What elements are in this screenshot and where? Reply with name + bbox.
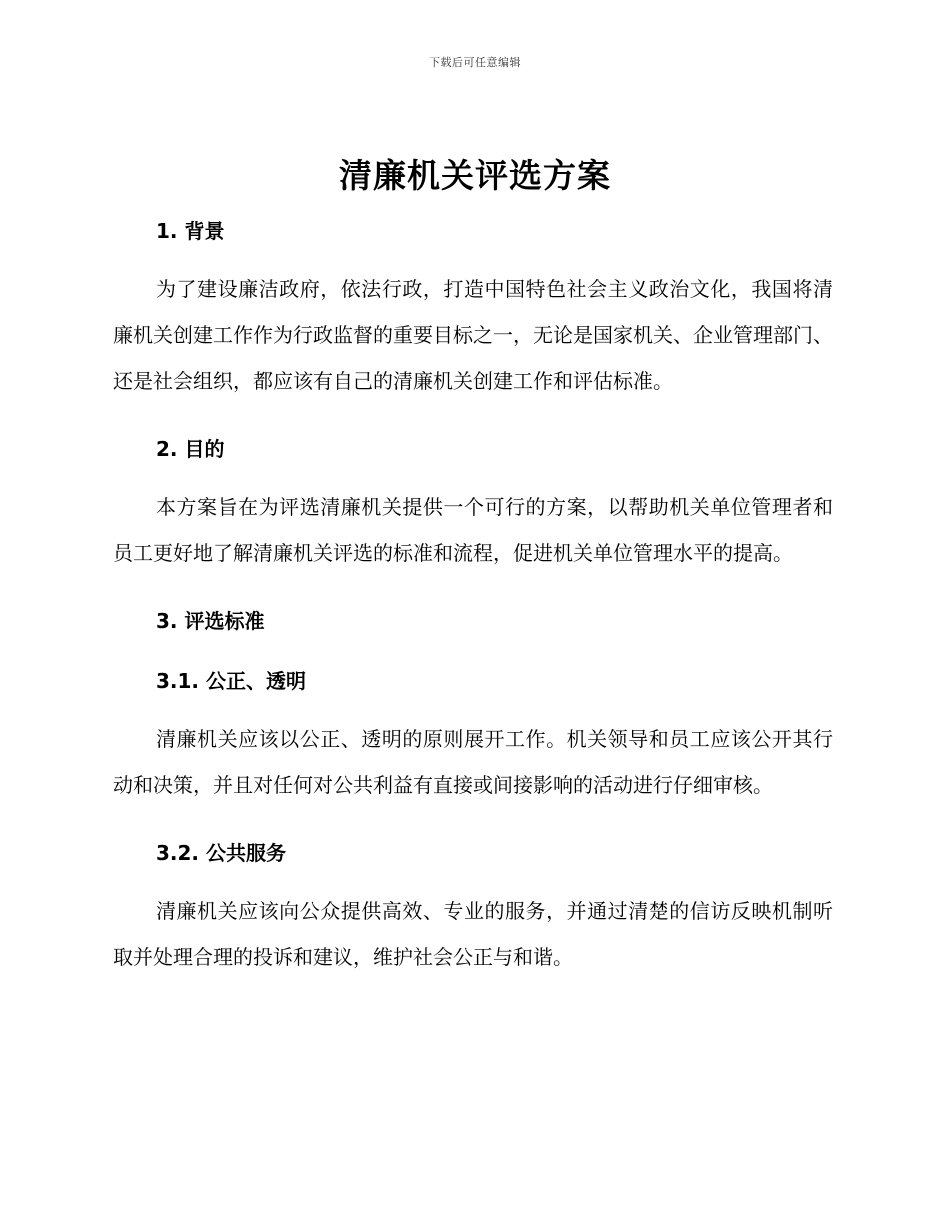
section-paragraph-purpose: 本方案旨在为评选清廉机关提供一个可行的方案，以帮助机关单位管理者和员工更好地了解清廉机关评选的标准和流程，促进机关单位管理水平的提高。 [113,495,833,565]
section-heading-public-service: 3.2. 公共服务 [156,841,286,865]
section-paragraph-background: 为了建设廉洁政府，依法行政，打造中国特色社会主义政治文化，我国将清廉机关创建工作作为行政监督的重要目标之一，无论是国家机关、企业管理部门、还是社会组织，都应该有自己的清廉机关创建工作和评估标准。 [113,277,833,393]
document-body [113,202,833,980]
header-note: 下载后可任意编辑 [429,56,521,69]
section-heading-fairness: 3.1. 公正、透明 [156,669,306,693]
section-paragraph-fairness: 清廉机关应该以公正、透明的原则展开工作。机关领导和员工应该公开其行动和决策，并且对任何对公共利益有直接或间接影响的活动进行仔细审核。 [113,727,833,797]
section-heading-criteria: 3. 评选标准 [156,609,265,633]
section-paragraph-public-service: 清廉机关应该向公众提供高效、专业的服务，并通过清楚的信访反映机制听取并处理合理的投诉和建议，维护社会公正与和谐。 [113,899,833,969]
page-title: 清廉机关评选方案 [339,156,611,195]
section-heading-background: 1. 背景 [156,219,225,243]
section-heading-purpose: 2. 目的 [156,437,225,461]
